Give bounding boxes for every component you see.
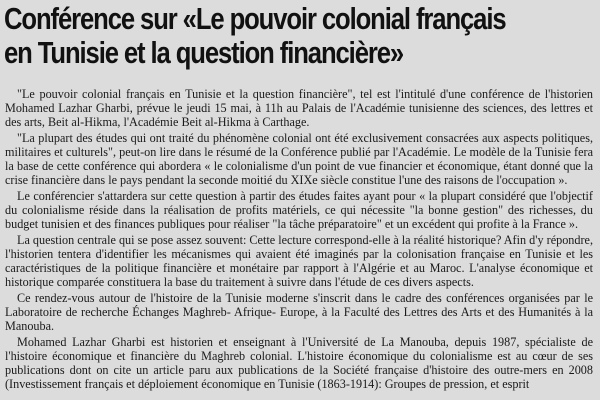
article-paragraph: "La plupart des études qui ont traité du phénomène colonial ont été exclusivement consacrées aux aspects politiques, militaires et culturels", peut-on lire dans le résumé de la Conférence publié par l'Académie. Le modèle de la Tunisie fera la base de cette conférence qui abordera « le colonialisme d'un point de vue financier et économique, étant donné que la crise financière dans le pays pendant la seconde moitié du XIXe siècle constitue l'une des raisons de l'occupation ».: [5, 130, 593, 188]
article-paragraph: "Le pouvoir colonial français en Tunisie et la question financière", tel est l'intitulé d'une conférence de l'historien Mohamed Lazhar Gharbi, prévue le jeudi 15 mai, à 11h au Palais de l'Académie tunisienne des sciences, des lettres et des arts, Beit al-Hikma, l'Académie Beit al-Hikma à Carthage.: [5, 87, 593, 130]
article-paragraph: Mohamed Lazhar Gharbi est historien et enseignant à l'Université de La Manouba, depuis 1987, spécialiste de l'histoire économique et financière du Maghreb colonial. L'histoire économique du colonialisme est au cœur de ses publications dont on cite un article paru aux publications de la Société française d'histoire des outre-mers en 2008 (Investissement français et déploiement économique en Tunisie (1863-1914): Groupes de pression, et esprit: [5, 334, 593, 391]
article-paragraph: Ce rendez-vous autour de l'histoire de la Tunisie moderne s'inscrit dans le cadre des conférences organisées par le Laboratoire de recherche Échanges Maghreb- Afrique- Europe, à la Faculté des Lettres des Arts et des Humanités à la Manouba.: [5, 290, 593, 333]
article-body: [5, 87, 593, 393]
headline-line-2: en Tunisie et la question financière»: [4, 36, 404, 70]
headline-line-1: Conférence sur «Le pouvoir colonial français: [4, 2, 506, 36]
article-paragraph: La question centrale qui se pose assez souvent: Cette lecture correspond-elle à la réalité historique? Afin d'y répondre, l'historien tentera d'identifier les mécanismes qui avaient été imaginés par la colonisation française en Tunisie et les caractéristiques de la politique financière et monétaire par rapport à l'Algérie et au Maroc. L'analyse économique et historique comparée constituera la base du traitement à suivre dans l'étude de ces divers aspects.: [5, 232, 593, 289]
article-paragraph: Le conférencier s'attardera sur cette question à partir des études faites ayant pour « la plupart considéré que l'objectif du colonialisme réside dans la réalisation de profits matériels, ce qui nécessite "la bonne gestion" des richesses, du budget tunisien et des finances publiques pour réaliser "la tâche préparatoire" et un excédent qui profite à la France ».: [5, 188, 593, 232]
article-headline: [4, 2, 506, 70]
